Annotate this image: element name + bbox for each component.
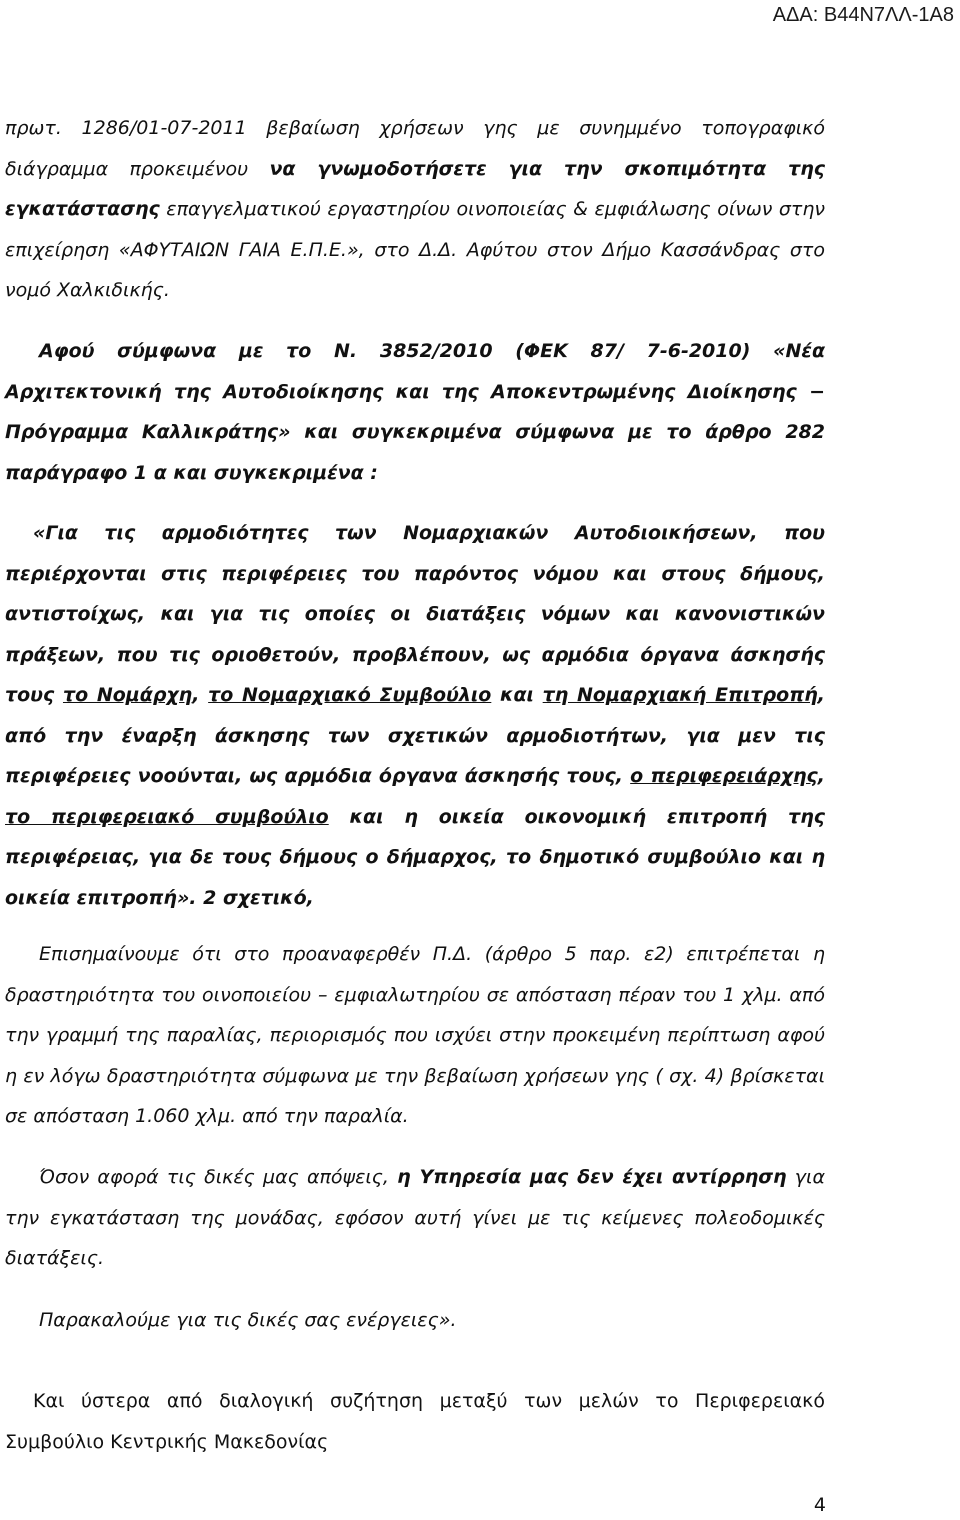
ada-header: ΑΔΑ: Β44Ν7ΛΛ-1Α8 <box>772 4 954 26</box>
p1-bold-text: να γνωμοδοτήσετε για την σκοπιμότητα της εγκατάστασης <box>5 157 825 220</box>
p3-underline-committee: τη Νομαρχιακή Επιτροπή <box>542 684 818 706</box>
p1-text-2: επαγγελματικού εργαστηρίου οινοποιείας & εμφιάλωσης οίνων στην επιχείρηση «ΑΦΥΤΑΙΩΝ ΓΑΙΑ Ε.Π.Ε.», στο Δ.Δ. Αφύτου στον Δήμο Κασσάνδρας στο νομό Χαλκιδικής. <box>5 198 825 301</box>
p3-underline-regional-council: το περιφερειακό συμβούλιο <box>5 805 329 828</box>
p3-underline-council: το Νομαρχιακό Συμβούλιο <box>208 684 492 706</box>
p5-text-1: Όσον αφορά τις δικές μας απόψεις, <box>39 1166 398 1188</box>
p3-text-3: και η οικεία οικονομική επιτροπή της περιφέρειας, για δε τους δήμους ο δήμαρχος, το δημοτικό συμβούλιο και η οικεία επιτροπή». 2 σχετικό, <box>5 805 825 909</box>
p3-sep-1: , <box>192 684 209 706</box>
p1-text-1: πρωτ. 1286/01-07-2011 βεβαίωση χρήσεων γης με συνημμένο τοπογραφικό διάγραμμα προκειμένου <box>5 117 825 180</box>
p3-sep-2: και <box>491 684 543 706</box>
paragraph-certificate <box>5 108 825 311</box>
page-number: 4 <box>813 1494 826 1516</box>
paragraph-law-reference: Αφού σύμφωνα με το Ν. 3852/2010 (ΦΕΚ 87/ 7-6-2010) «Νέα Αρχιτεκτονική της Αυτοδιοίκησης και της Αποκεντρωμένης Διοίκησης − Πρόγραμμα Καλλικράτης» και συγκεκριμένα σύμφωνα με το άρθρο 282 παράγραφο 1 α και συγκεκριμένα : <box>5 340 825 484</box>
p3-underline-regional-governor: ο περιφερειάρχης <box>630 765 818 787</box>
paragraph-council-discussion: Και ύστερα από διαλογική συζήτηση μεταξύ των μελών το Περιφερειακό Συμβούλιο Κεντρικής Μακεδονίας <box>5 1390 825 1453</box>
paragraph-distance-note: Επισημαίνουμε ότι στο προαναφερθέν Π.Δ. (άρθρο 5 παρ. ε2) επιτρέπεται η δραστηριότητα του οινοποιείου – εμφιαλωτηρίου σε απόσταση πέραν του 1 χλμ. από την γραμμή της παραλίας, περιορισμός που ισχύει στην προκειμένη περίπτωση αφού η εν λόγω δραστηριότητα σύμφωνα με την βεβαίωση χρήσεων γης ( σχ. 4) βρίσκεται σε απόσταση 1.060 χλμ. από την παραλία. <box>5 943 825 1127</box>
p5-text-2: για την εγκατάσταση της μονάδας, εφόσον αυτή γίνει με τις κείμενες πολεοδομικές διατάξεις. <box>5 1166 825 1269</box>
p5-bold-no-objection: η Υπηρεσία μας δεν έχει αντίρρηση <box>397 1166 787 1188</box>
p3-underline-nomarch: το Νομάρχη <box>62 684 193 706</box>
p3-sep-3: , <box>817 765 825 787</box>
p3-text-1: «Για τις αρμοδιότητες των Νομαρχιακών Αυτοδιοικήσεων, που περιέρχονται στις περιφέρειες του παρόντος νόμου και στους δήμους, αντιστοίχως, και για τις οποίες οι διατάξεις νόμων και κανονιστικών πράξεων, που τις οριοθετούν, προβλέπουν, ως αρμόδια όργανα άσκησής τους <box>5 522 825 706</box>
paragraph-law-quote <box>5 513 825 918</box>
paragraph-opinion <box>5 1157 825 1279</box>
paragraph-request: Παρακαλούμε για τις δικές σας ενέργειες». <box>39 1309 457 1331</box>
p3-text-2: , από την έναρξη άσκησης των σχετικών αρμοδιοτήτων, για μεν τις περιφέρειες νοούνται, ως αρμόδια όργανα άσκησής τους, <box>5 684 825 787</box>
